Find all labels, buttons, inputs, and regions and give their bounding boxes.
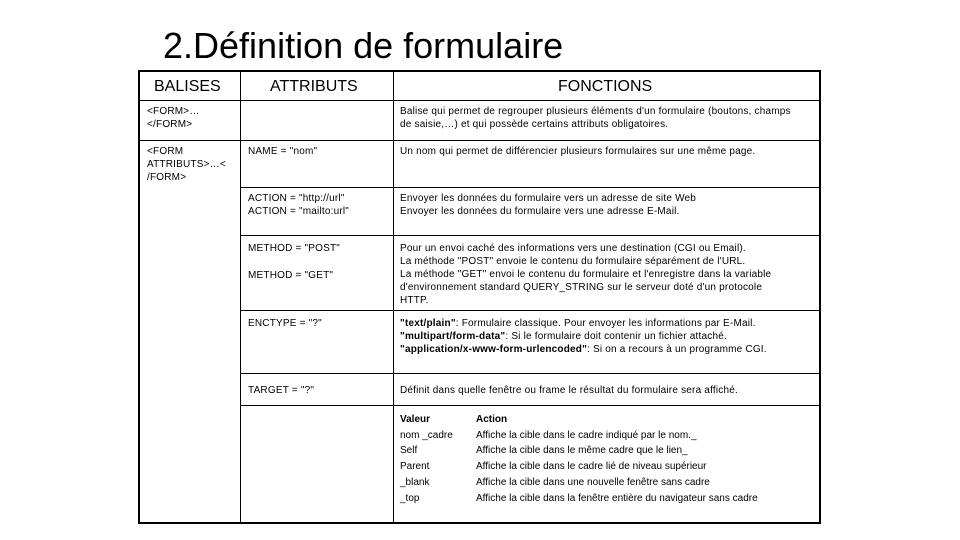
target-values-header (400, 412, 758, 428)
target-action: Affiche la cible dans le cadre indiqué par le nom._ (476, 429, 697, 441)
row-divider-name (240, 187, 820, 188)
action-attribute-cell: ACTION = "http://url" ACTION = "mailto:url" (248, 193, 350, 217)
enctype-text-plain-desc: : Formulaire classique. Pour envoyer les informations par E-Mail. (455, 318, 756, 329)
valeur-header: Valeur (400, 414, 431, 425)
slide-title: 2.Définition de formulaire (163, 25, 564, 66)
action-header: Action (476, 414, 508, 425)
column-divider-1 (240, 71, 241, 523)
header-fonctions: FONCTIONS (558, 78, 653, 95)
name-attribute-cell: NAME = "nom" (248, 146, 318, 157)
target-value: _top (400, 492, 420, 504)
method-post-attribute-cell: METHOD = "POST" (248, 243, 341, 254)
row-divider-target (240, 405, 820, 406)
target-value: _blank (400, 476, 430, 488)
header-divider (139, 100, 820, 101)
row-divider-enctype (240, 373, 820, 374)
target-attribute-cell: TARGET = "?" (248, 385, 315, 396)
target-action: Affiche la cible dans le cadre lié de niveau supérieur (476, 461, 707, 473)
enctype-multipart-desc: : Si le formulaire doit contenir un fichier attaché. (505, 331, 727, 342)
action-function-cell: Envoyer les données du formulaire vers un adresse de site Web Envoyer les données du formulaire vers une adresse E-Mail. (400, 193, 697, 217)
method-get-attribute-cell: METHOD = "GET" (248, 270, 334, 281)
method-function-cell: Pour un envoi caché des informations vers une destination (CGI ou Email). La méthode "POST" envoie le contenu du formulaire séparément de l'URL. La méthode "GET" envoi le contenu du formulaire et l'enregistre dans la variable d'environnement standard QUERY_STRING sur le serveur doté d'un protocole HTTP. (400, 243, 772, 306)
list-item (400, 491, 758, 507)
target-value: Self (400, 445, 418, 457)
form-tag-cell: <FORM>… </FORM> (147, 106, 200, 130)
target-action: Affiche la cible dans une nouvelle fenêtre sans cadre (476, 476, 710, 488)
enctype-multipart: "multipart/form-data" (400, 331, 506, 342)
enctype-urlencoded: "application/x-www-form-urlencoded" (400, 344, 588, 355)
enctype-urlencoded-desc: : Si on a recours à un programme CGI. (587, 344, 767, 355)
target-action: Affiche la cible dans la fenêtre entière du navigateur sans cadre (476, 492, 758, 504)
form-function-cell: Balise qui permet de regrouper plusieurs éléments d'un formulaire (boutons, champs de saisie,…) et qui possède certains attributs obligatoires. (400, 106, 791, 130)
row-divider-method (240, 310, 820, 311)
list-item (400, 428, 758, 444)
target-function-cell: Définit dans quelle fenêtre ou frame le résultat du formulaire sera affiché. (400, 385, 738, 396)
row-divider-form (139, 140, 820, 141)
target-values-table (400, 412, 758, 506)
header-attributs: ATTRIBUTS (270, 78, 358, 95)
enctype-text-plain: "text/plain" (400, 318, 456, 329)
target-value: nom _cadre (400, 429, 453, 441)
enctype-function-line-3 (400, 343, 767, 356)
list-item (400, 459, 758, 475)
enctype-function-line-1 (400, 317, 756, 330)
name-function-cell: Un nom qui permet de différencier plusieurs formulaires sur une même page. (400, 146, 756, 157)
form-attributes-tag-cell: <FORM ATTRIBUTS>…< /FORM> (147, 146, 226, 183)
enctype-function-line-2 (400, 330, 727, 343)
column-divider-2 (393, 71, 394, 523)
header-balises: BALISES (154, 78, 221, 95)
target-value: Parent (400, 461, 430, 473)
list-item (400, 443, 758, 459)
row-divider-action (240, 235, 820, 236)
list-item (400, 475, 758, 491)
target-action: Affiche la cible dans le même cadre que le lien_ (476, 445, 688, 457)
enctype-attribute-cell: ENCTYPE = "?" (248, 318, 322, 329)
